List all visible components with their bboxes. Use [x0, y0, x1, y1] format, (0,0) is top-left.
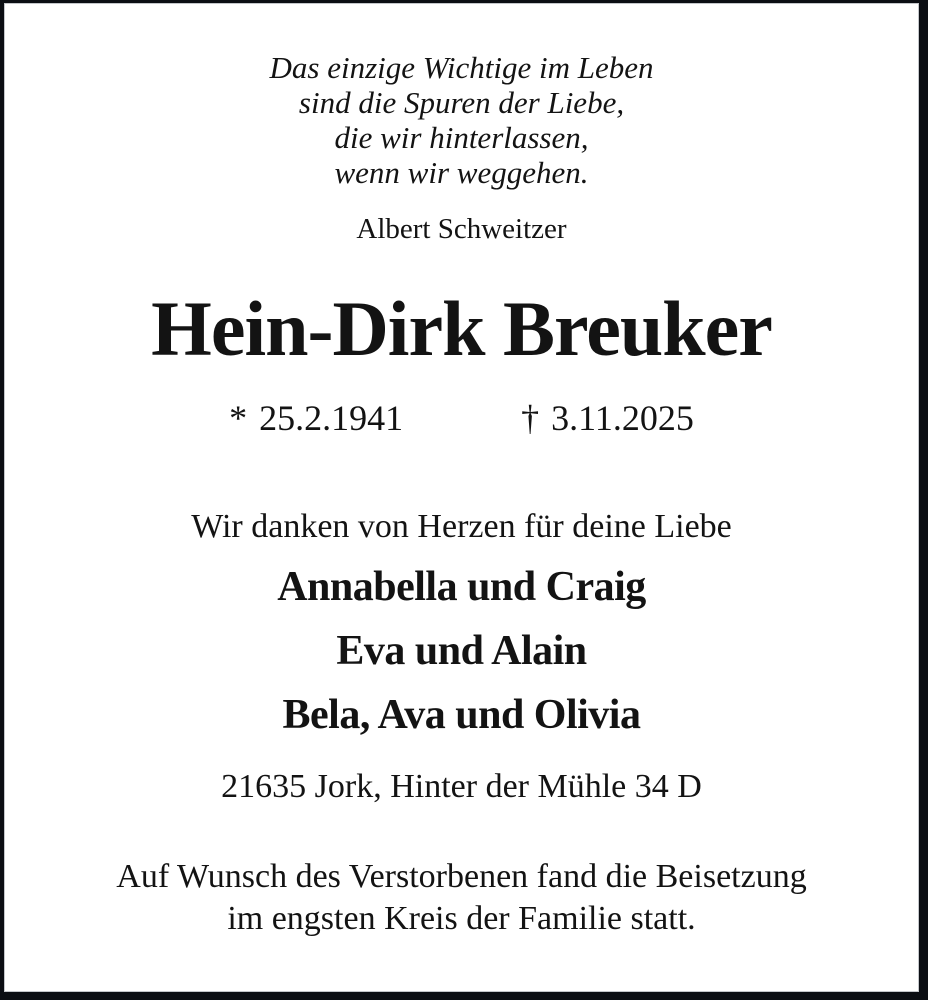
quote-attribution: Albert Schweitzer [356, 213, 567, 245]
quote-line-1: Das einzige Wichtige im Leben [269, 50, 654, 85]
quote-line-2: sind die Spuren der Liebe, [298, 85, 625, 120]
birth-date-group [229, 396, 403, 440]
dagger-symbol: † [521, 398, 540, 438]
mourner-line: Annabella und Craig [277, 564, 646, 610]
death-date-group [521, 396, 694, 440]
mourner-line: Eva und Alain [336, 628, 587, 674]
quote-line-3: die wir hinterlassen, [334, 120, 589, 155]
born-symbol: * [229, 398, 248, 438]
mourner-line: Bela, Ava und Olivia [282, 692, 641, 738]
closing-line-2: im engsten Kreis der Familie statt. [227, 900, 696, 937]
closing-note [5, 856, 918, 940]
quote-line-4: wenn wir weggehen. [334, 155, 589, 190]
family-address: 21635 Jork, Hinter der Mühle 34 D [221, 768, 702, 805]
memorial-quote [5, 50, 918, 190]
obituary-card [5, 4, 918, 991]
closing-line-1: Auf Wunsch des Verstorbenen fand die Beisetzung [116, 858, 807, 895]
thanks-line: Wir danken von Herzen für deine Liebe [191, 508, 732, 545]
death-date: 3.11.2025 [551, 398, 694, 438]
deceased-name: Hein-Dirk Breuker [151, 285, 772, 372]
mourners-list [5, 564, 918, 738]
life-dates [5, 396, 918, 440]
birth-date: 25.2.1941 [259, 398, 404, 438]
